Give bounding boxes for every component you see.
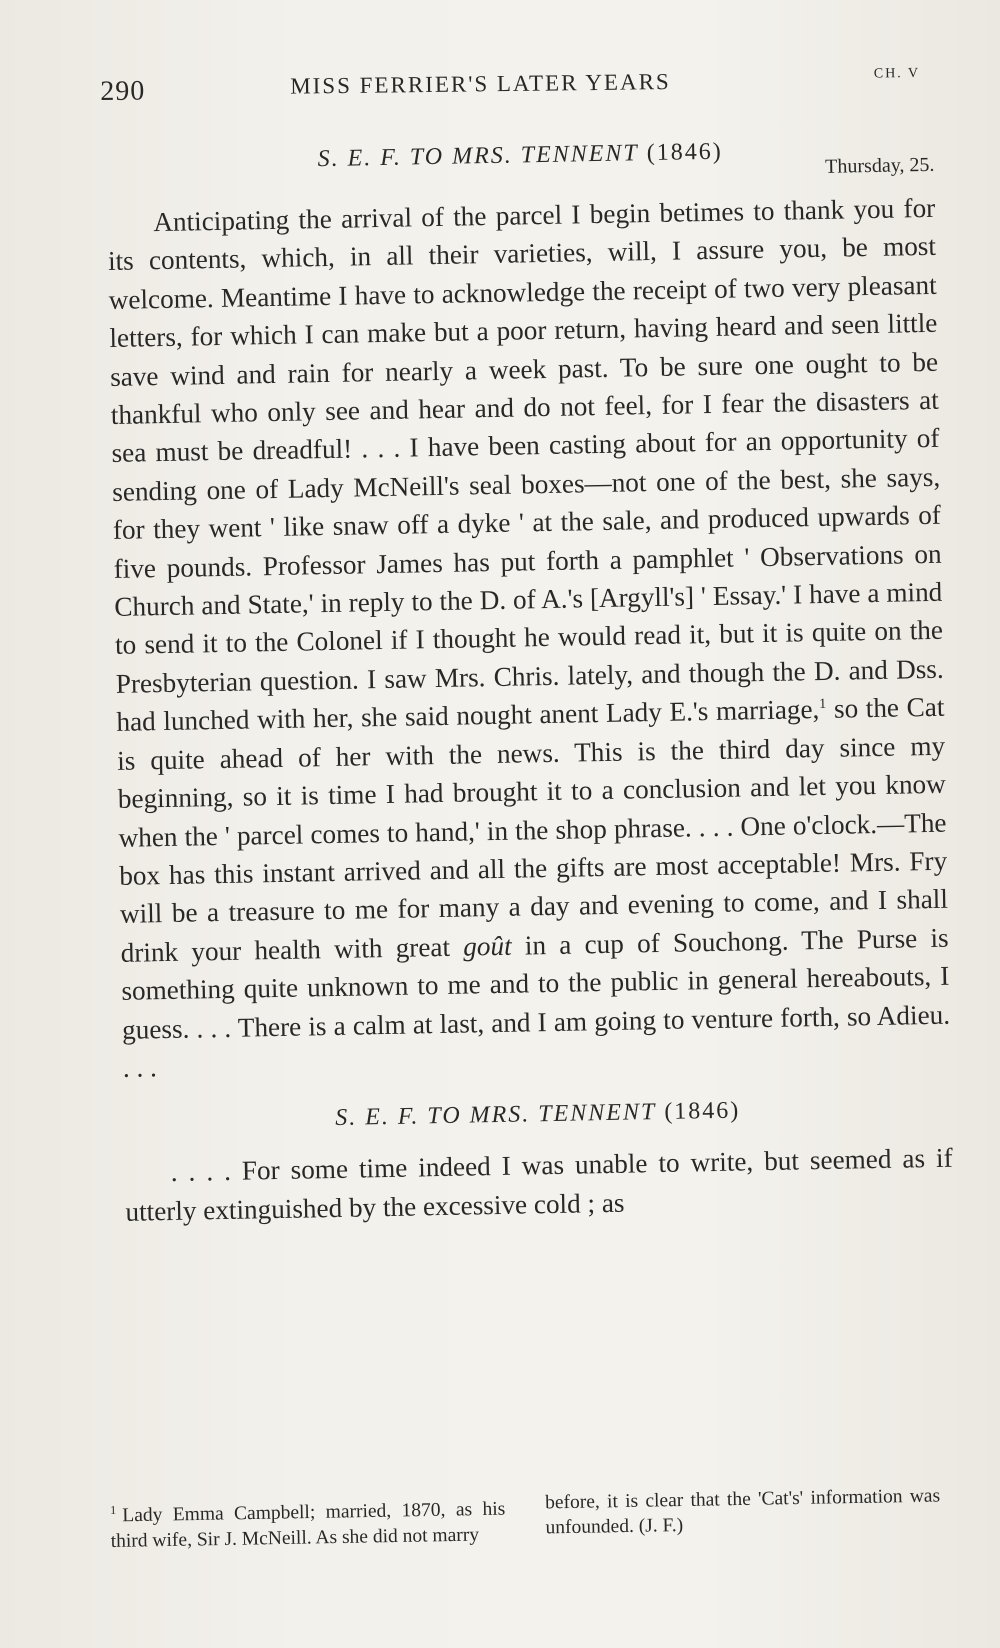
letter-1-italic-word: goût bbox=[462, 930, 512, 962]
chapter-label: CH. V bbox=[873, 65, 921, 82]
letter-2-paragraph bbox=[124, 1139, 953, 1231]
letter-heading-2-year: (1846) bbox=[664, 1097, 741, 1126]
letter-dateline: Thursday, 25. bbox=[824, 153, 935, 178]
footnote-text-1: Lady Emma Campbell; married, 1870, as his third wife, Sir J. McNeill. As she did not marry bbox=[110, 1498, 506, 1552]
letter-heading-1-name: S. E. F. TO MRS. TENNENT bbox=[317, 140, 639, 173]
footnotes bbox=[110, 1484, 941, 1578]
letter-1-text-c: in a cup of Souchong. The Purse is something quite unknown to me and to the public in general hereabouts, I guess. . . . There is a calm at last, and I am going to venture forth, so Adieu. . . . bbox=[121, 922, 951, 1083]
footnote-ref: 1 bbox=[819, 697, 827, 713]
page-header bbox=[100, 58, 920, 108]
footnote-column-1 bbox=[110, 1491, 506, 1578]
footnote-mark: 1 bbox=[110, 1502, 117, 1517]
page-body bbox=[106, 135, 954, 1231]
running-title: MISS FERRIER'S LATER YEARS bbox=[290, 69, 671, 99]
letter-1-text-b: so the Cat is quite ahead of her with the news. This is the third day since my beginning, so it is time I had brought it to a conclusion and let you know when the ' parcel comes to hand,' in the shop phrase. . . . One o'clock.—The box has this instant arrived and all the gifts are most acceptable! Mrs. Fry will be a treasure to me for many a day and evening to come, and I shall drink your health with great bbox=[116, 692, 949, 968]
letter-1-text-a: Anticipating the arrival of the parcel I begin betimes to thank you for its contents, which, in all their varieties, will, I assure you, be most welcome. Meantime I have to acknowledge the receipt of two very pleasant letters, for which I can make but a poor return, having heard and seen little save wind and rain for nearly a week past. To be sure one ought to be thankful who only see and hear and do not feel, for I fear the disasters at sea must be dreadful! . . . I have been casting about for an opportunity of sending one of Lady McNeill's seal boxes—not one of the best, she says, for they went ' like snaw off a dyke ' at the sale, and produced upwards of five pounds. Professor James has put forth a pamphlet ' Observations on Church and State,' in reply to the D. of A.'s [Argyll's] ' Essay.' I have a mind to send it to the Colonel if I thought he would read it, but it is quite on the Presbyterian question. I saw Mrs. Chris. lately, and though the D. and Dss. had lunched with her, she said nought anent Lady E.'s marriage, bbox=[107, 192, 944, 738]
footnote-text-2: before, it is clear that the 'Cat's' information was unfounded. (J. F.) bbox=[544, 1485, 941, 1539]
letter-heading-2 bbox=[124, 1094, 952, 1136]
letter-1-paragraph bbox=[107, 189, 951, 1087]
footnote-column-2 bbox=[545, 1484, 941, 1571]
letter-heading-1-year: (1846) bbox=[646, 138, 723, 167]
letter-2-text: . . . . For some time indeed I was unable to write, but seemed as if utterly extinguished by the excessive cold ; as bbox=[125, 1143, 953, 1227]
letter-heading-2-name: S. E. F. TO MRS. TENNENT bbox=[334, 1099, 657, 1132]
page-number: 290 bbox=[100, 75, 146, 107]
